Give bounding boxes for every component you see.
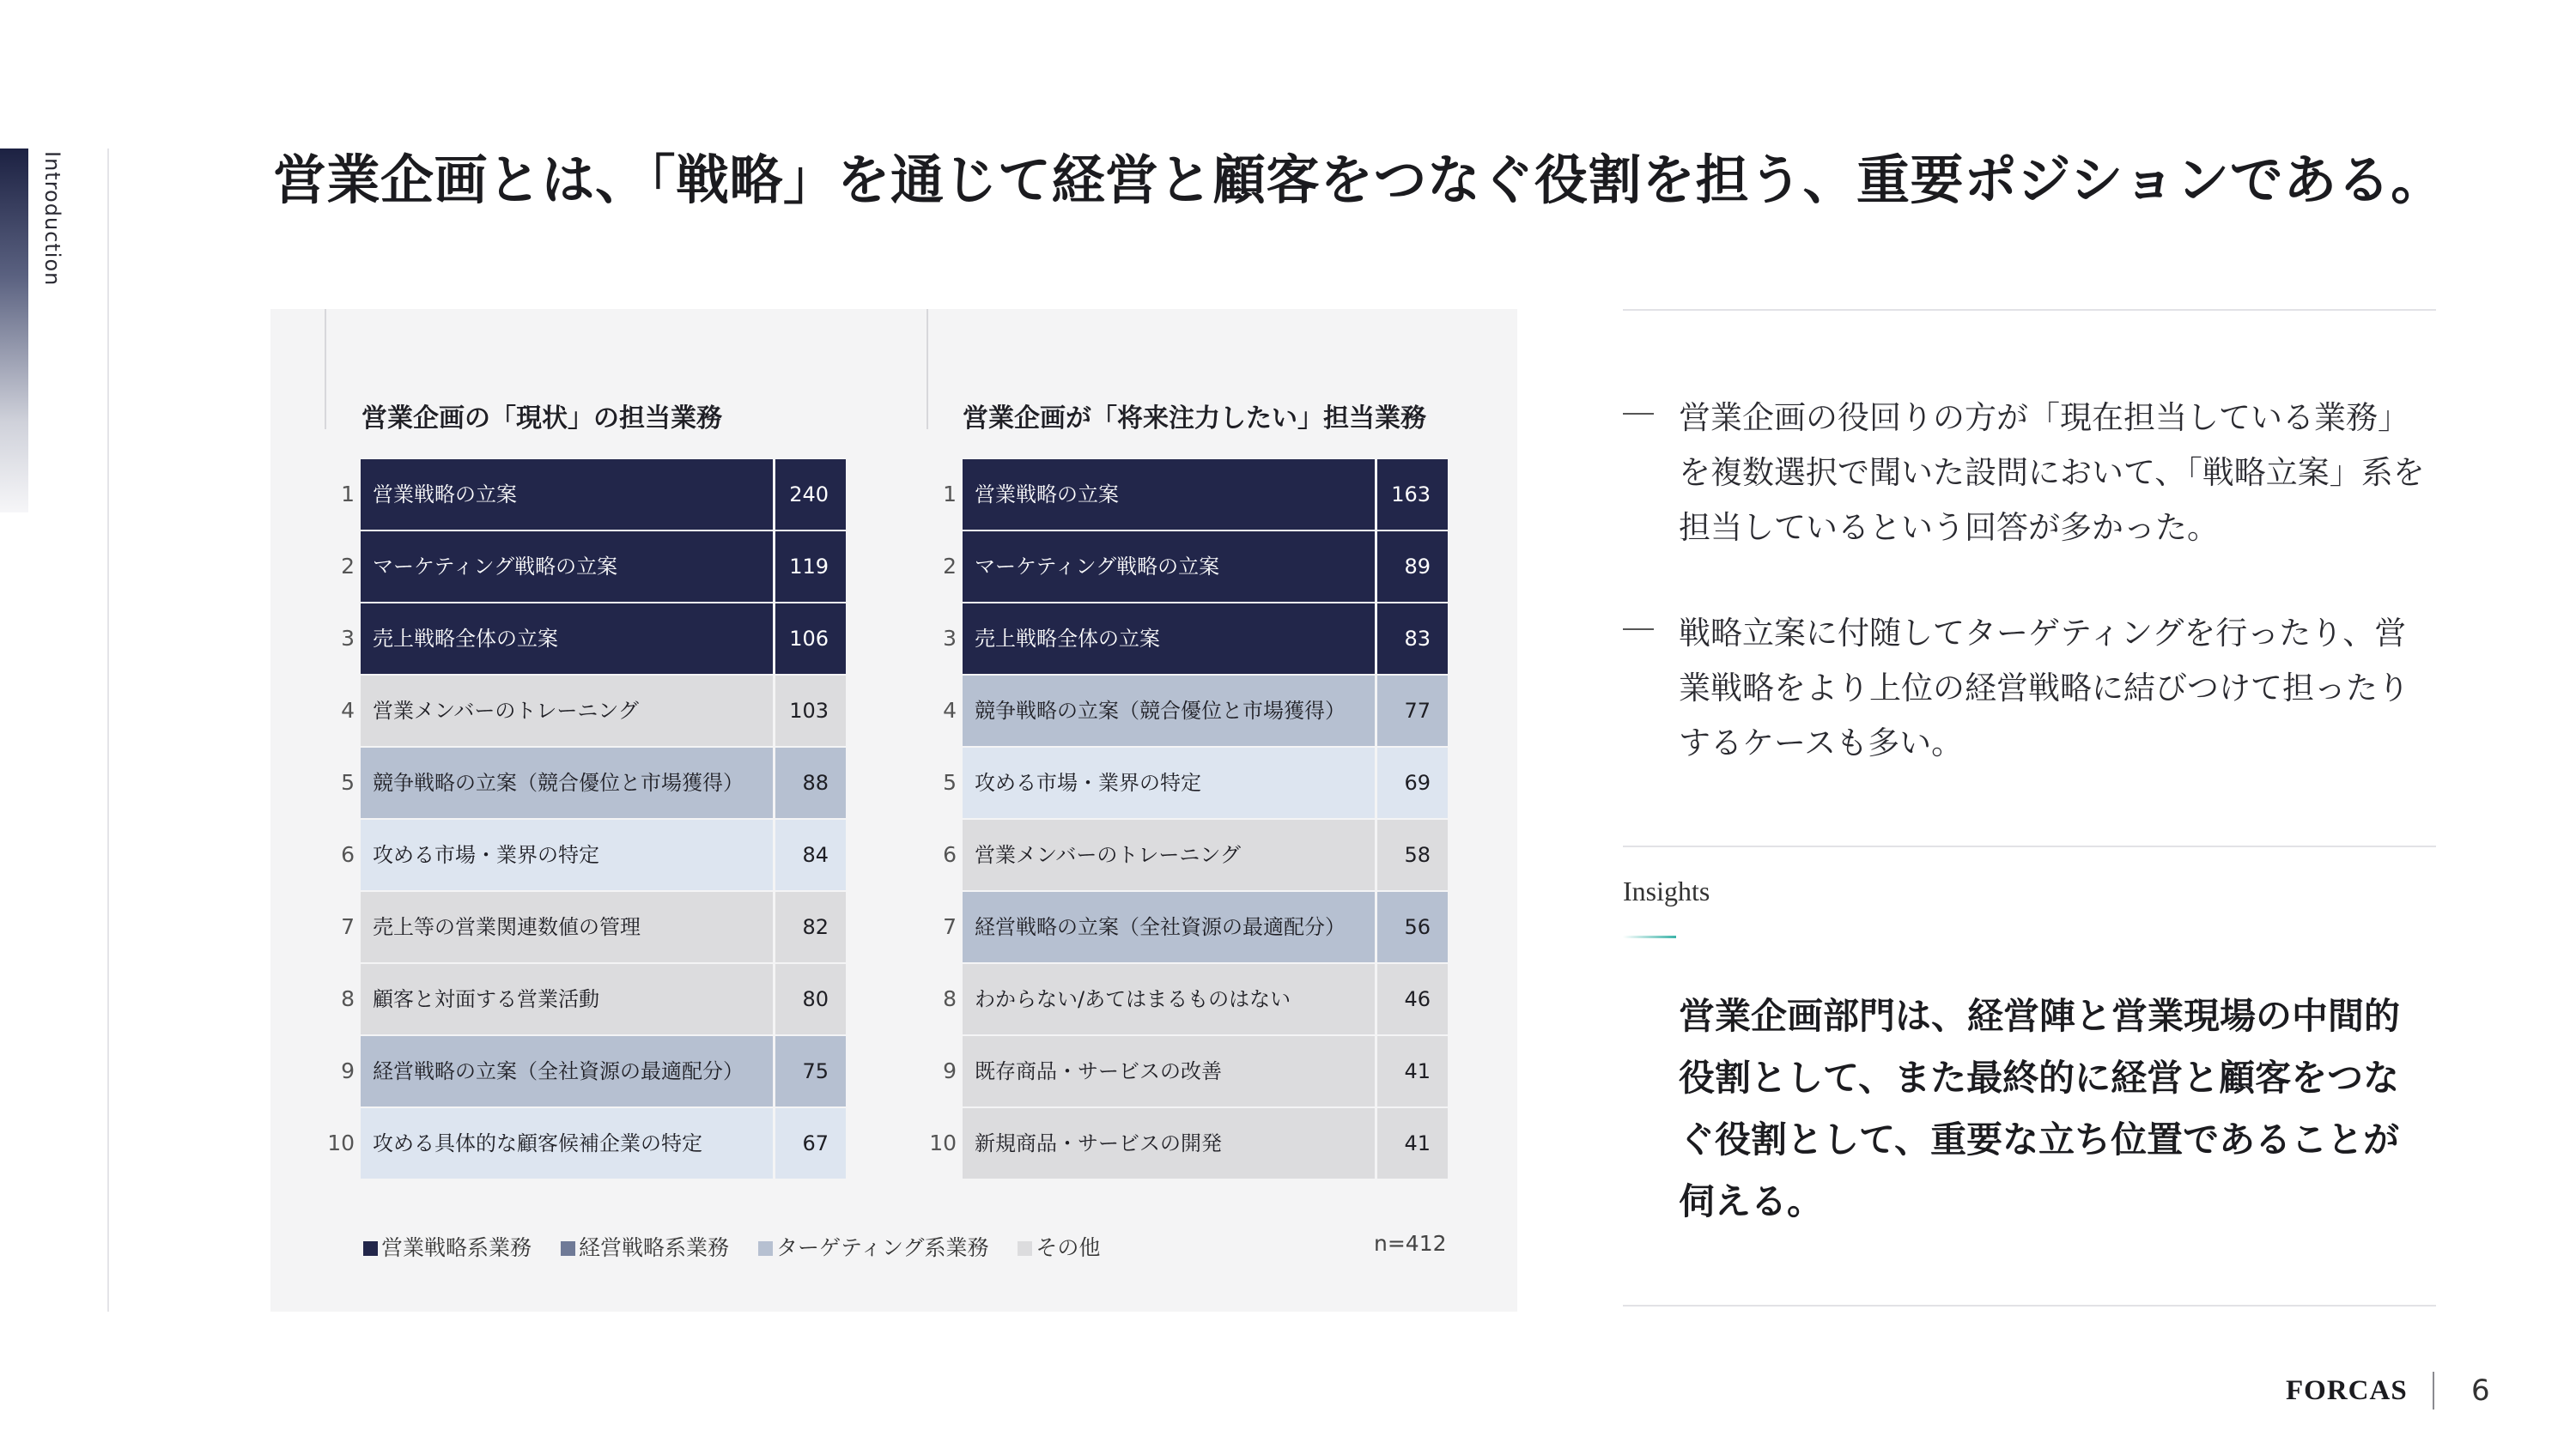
task-label: 新規商品・サービスの開発 <box>963 1108 1375 1179</box>
legend-item <box>363 1235 532 1260</box>
sidebar-divider <box>107 149 109 1312</box>
task-count: 77 <box>1377 676 1448 746</box>
table-row <box>325 748 848 818</box>
task-count: 82 <box>775 892 846 962</box>
task-label: 顧客と対面する営業活動 <box>361 964 773 1034</box>
table-row <box>325 1108 848 1179</box>
task-count: 84 <box>775 820 846 890</box>
task-label: 経営戦略の立案（全社資源の最適配分） <box>361 1036 773 1106</box>
rank-number: 9 <box>943 1058 957 1083</box>
task-label: 売上戦略全体の立案 <box>963 603 1375 674</box>
task-count: 106 <box>775 603 846 674</box>
rank-number: 3 <box>943 626 957 651</box>
table-row <box>927 603 1450 674</box>
task-label: 攻める市場・業界の特定 <box>361 820 773 890</box>
task-label: マーケティング戦略の立案 <box>361 531 773 602</box>
rank-number: 2 <box>341 554 355 579</box>
bullet-dash <box>1623 413 1654 415</box>
table-divider-left <box>325 309 326 429</box>
rank-number: 10 <box>929 1131 957 1155</box>
insights-text: 営業企画部門は、経営陣と営業現場の中間的役割として、また最終的に経営と顧客をつなぐ役割として、重要な立ち位置であることが伺える。 <box>1679 995 2401 1222</box>
task-label: 攻める具体的な顧客候補企業の特定 <box>361 1108 773 1179</box>
rank-number: 7 <box>341 914 355 939</box>
legend-item <box>758 1235 989 1260</box>
rank-number: 3 <box>341 626 355 651</box>
task-label: 営業戦略の立案 <box>963 459 1375 530</box>
rank-number: 5 <box>341 770 355 795</box>
divider-bottom <box>1623 1305 2436 1307</box>
table-row <box>325 603 848 674</box>
bullet-text: 営業企画の役回りの方が「現在担当している業務」を複数選択で聞いた設問において、「戦略立案」系を担当しているという回答が多かった。 <box>1679 399 2425 546</box>
table-row <box>927 1108 1450 1179</box>
task-label: 競争戦略の立案（競合優位と市場獲得） <box>963 676 1375 746</box>
task-count: 46 <box>1377 964 1448 1034</box>
task-count: 163 <box>1377 459 1448 530</box>
table-row <box>325 1036 848 1106</box>
table-row <box>927 676 1450 746</box>
rank-number: 4 <box>943 698 957 723</box>
task-count: 41 <box>1377 1108 1448 1179</box>
task-label: 売上戦略全体の立案 <box>361 603 773 674</box>
rank-number: 8 <box>943 986 957 1011</box>
task-count: 119 <box>775 531 846 602</box>
table-row <box>927 964 1450 1034</box>
legend <box>363 1231 1122 1262</box>
rank-number: 1 <box>943 482 957 506</box>
task-count: 83 <box>1377 603 1448 674</box>
legend-label: 営業戦略系業務 <box>381 1235 532 1260</box>
legend-swatch <box>561 1241 575 1256</box>
task-count: 80 <box>775 964 846 1034</box>
table-row <box>325 964 848 1034</box>
divider-middle <box>1623 846 2436 847</box>
task-label: 既存商品・サービスの改善 <box>963 1036 1375 1106</box>
legend-swatch <box>363 1241 378 1256</box>
table-row <box>325 676 848 746</box>
rank-number: 2 <box>943 554 957 579</box>
sample-size: n=412 <box>1374 1231 1447 1256</box>
table-row <box>325 531 848 602</box>
task-label: 営業メンバーのトレーニング <box>963 820 1375 890</box>
rank-number: 9 <box>341 1058 355 1083</box>
task-label: 営業戦略の立案 <box>361 459 773 530</box>
task-count: 103 <box>775 676 846 746</box>
bullet-text: 戦略立案に付随してターゲティングを行ったり、営業戦略をより上位の経営戦略に結びつけて担ったりするケースも多い。 <box>1679 615 2409 761</box>
page-number: 6 <box>2471 1373 2490 1408</box>
legend-label: ターゲティング系業務 <box>775 1235 989 1260</box>
table-row <box>325 459 848 530</box>
legend-swatch <box>1018 1241 1032 1256</box>
task-label: 経営戦略の立案（全社資源の最適配分） <box>963 892 1375 962</box>
table-title-future: 営業企画が「将来注力したい」担当業務 <box>963 403 1426 433</box>
task-label: 売上等の営業関連数値の管理 <box>361 892 773 962</box>
table-row <box>927 892 1450 962</box>
task-count: 75 <box>775 1036 846 1106</box>
rank-number: 1 <box>341 482 355 506</box>
table-title-current: 営業企画の「現状」の担当業務 <box>361 403 722 433</box>
brand-logo: FORCAS <box>2286 1375 2408 1406</box>
legend-item <box>561 1235 729 1260</box>
legend-label: 経営戦略系業務 <box>578 1235 729 1260</box>
task-count: 67 <box>775 1108 846 1179</box>
table-row <box>325 892 848 962</box>
table-row <box>325 820 848 890</box>
insights-accent-line <box>1623 936 1676 938</box>
table-row <box>927 748 1450 818</box>
section-label: Introduction <box>40 151 64 287</box>
task-label: 競争戦略の立案（競合優位と市場獲得） <box>361 748 773 818</box>
rank-number: 8 <box>341 986 355 1011</box>
rank-number: 4 <box>341 698 355 723</box>
task-label: わからない/あてはまるものはない <box>963 964 1375 1034</box>
bullet-dash <box>1623 628 1654 630</box>
task-label: 営業メンバーのトレーニング <box>361 676 773 746</box>
rank-number: 6 <box>943 842 957 867</box>
table-row <box>927 531 1450 602</box>
task-count: 69 <box>1377 748 1448 818</box>
task-count: 58 <box>1377 820 1448 890</box>
rank-number: 6 <box>341 842 355 867</box>
task-label: 攻める市場・業界の特定 <box>963 748 1375 818</box>
rank-number: 5 <box>943 770 957 795</box>
legend-swatch <box>758 1241 773 1256</box>
table-row <box>927 1036 1450 1106</box>
table-row <box>927 820 1450 890</box>
task-count: 88 <box>775 748 846 818</box>
task-count: 56 <box>1377 892 1448 962</box>
table-row <box>927 459 1450 530</box>
legend-item <box>1018 1235 1100 1260</box>
divider-top <box>1623 309 2436 311</box>
table-divider-right <box>927 309 928 429</box>
task-count: 89 <box>1377 531 1448 602</box>
rank-number: 7 <box>943 914 957 939</box>
rank-number: 10 <box>327 1131 355 1155</box>
page-title: 営業企画とは、「戦略」を通じて経営と顧客をつなぐ役割を担う、重要ポジションである。 <box>273 149 2445 211</box>
footer-divider <box>2433 1372 2434 1410</box>
legend-label: その他 <box>1036 1235 1101 1260</box>
insights-heading: Insights <box>1623 876 1710 906</box>
section-indicator <box>0 149 28 512</box>
task-count: 41 <box>1377 1036 1448 1106</box>
task-label: マーケティング戦略の立案 <box>963 531 1375 602</box>
task-count: 240 <box>775 459 846 530</box>
